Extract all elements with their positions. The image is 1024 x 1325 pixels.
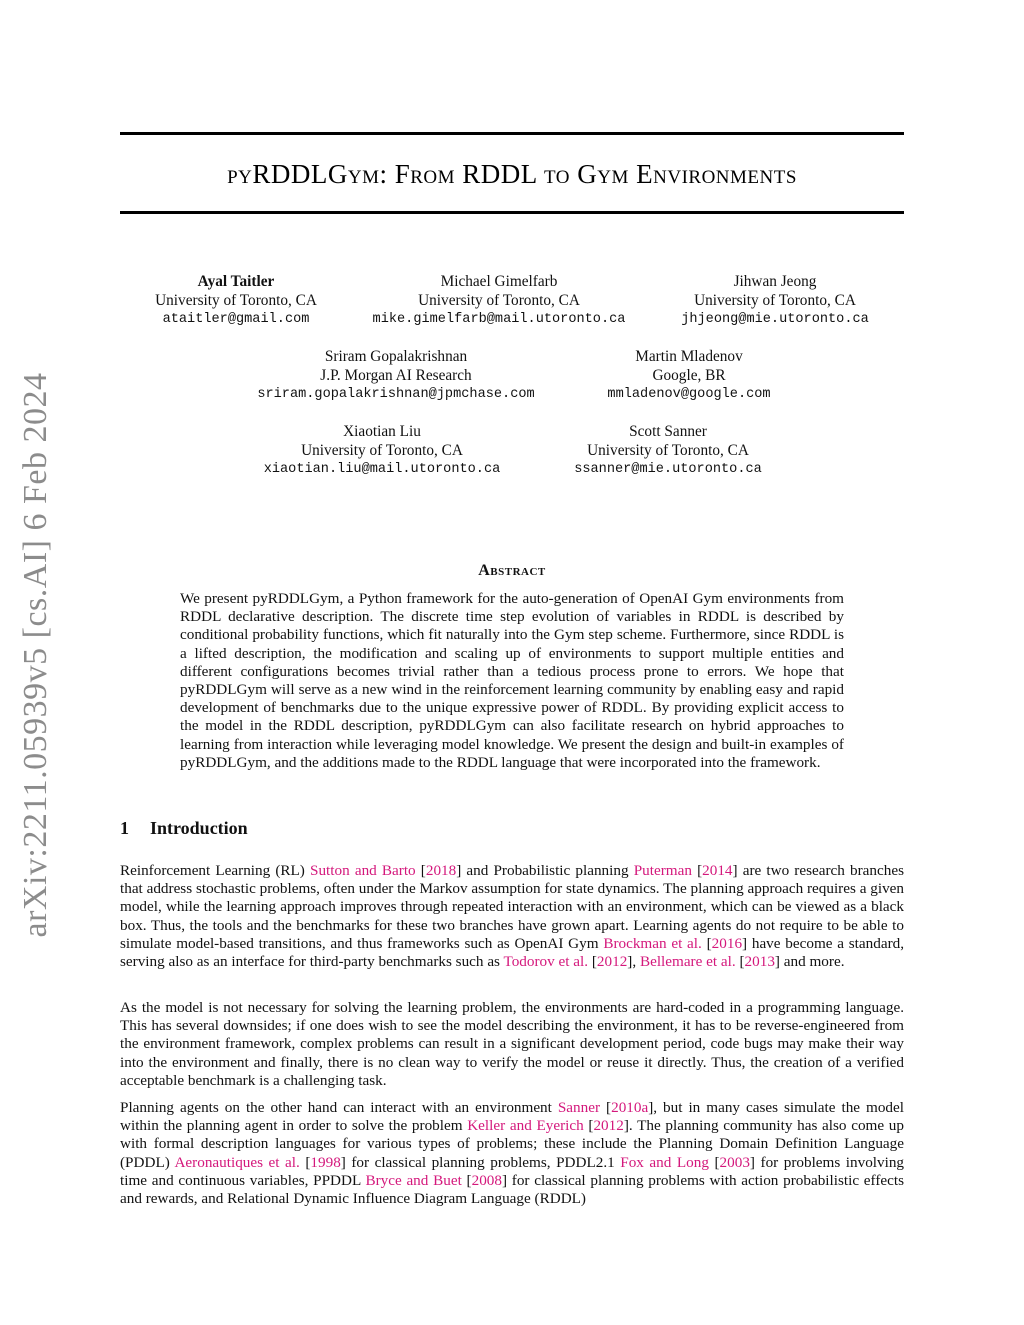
paragraph-text: [: [415, 862, 426, 879]
paragraph: [120, 862, 904, 971]
paragraph-text: Reinforcement Learning (RL): [120, 862, 311, 879]
citation-link[interactable]: Sanner: [557, 1099, 601, 1116]
paragraph-text: [: [461, 1171, 472, 1189]
author-name: Xiaotian Liu: [343, 423, 421, 440]
author-affiliation: Google, BR: [652, 367, 726, 384]
paragraph-text: [: [708, 1153, 720, 1171]
paragraph-text: ] for problems involving time and continuous variables, PPDDL: [120, 1153, 905, 1189]
author-name: Michael Gimelfarb: [440, 273, 558, 290]
paragraph-text: ], but in many cases simulate the model within the planning agent in order to solve the problem: [120, 1099, 904, 1135]
paragraph-text: [: [701, 934, 712, 952]
author-email[interactable]: ataitler@gmail.com: [162, 312, 310, 327]
citation-link[interactable]: 2008: [471, 1171, 502, 1189]
citation-link[interactable]: Puterman: [633, 862, 692, 879]
author-affiliation: University of Toronto, CA: [694, 292, 856, 309]
author-affiliation: University of Toronto, CA: [418, 292, 580, 309]
paragraph-text: [: [691, 862, 703, 879]
paragraph-text: ] are two research branches that address stochastic problems, often under the Markov assumption for state dynamics. The planning approach requires a given model, while the learning approach improves through repeated interaction with an environment, which can be viewed as a black box. Thus, the tools and the benchmarks for these two branches have grown apart. Learning agents do not require to be able to simulate model-based transitions, and thus frameworks such as OpenAI Gym: [120, 862, 904, 952]
abstract-heading: Abstract: [478, 562, 546, 579]
author-name: Scott Sanner: [629, 423, 707, 440]
author-block: [354, 272, 644, 329]
author-email[interactable]: jhjeong@mie.utoronto.ca: [681, 312, 869, 327]
author-affiliation: J.P. Morgan AI Research: [320, 367, 472, 384]
author-name: Jihwan Jeong: [733, 273, 817, 290]
author-block: [584, 347, 794, 404]
section-title: Introduction: [150, 818, 248, 838]
paragraph: [120, 1099, 904, 1208]
paragraph-text: ],: [627, 953, 640, 971]
paragraph-text: [: [299, 1153, 311, 1171]
paragraph-text: [: [588, 953, 597, 971]
author-affiliation: University of Toronto, CA: [155, 292, 317, 309]
citation-link[interactable]: 1998: [310, 1153, 341, 1171]
author-name: Sriram Gopalakrishnan: [324, 348, 468, 365]
citation-link[interactable]: 2013: [744, 953, 775, 971]
author-email[interactable]: sriram.gopalakrishnan@jpmchase.com: [257, 387, 535, 402]
citation-link[interactable]: 2010a: [611, 1099, 649, 1116]
author-name: Martin Mladenov: [635, 348, 743, 365]
citation-link[interactable]: 2014: [702, 862, 733, 879]
paragraph-text: ] and Probabilistic planning: [456, 862, 634, 879]
citation-link[interactable]: Fox and Long: [620, 1153, 709, 1171]
citation-link[interactable]: Todorov et al.: [503, 953, 589, 971]
abstract-text: We present pyRDDLGym, a Python framework for the auto-generation of OpenAI Gym environments from RDDL declarative description. The discrete time step evolution of variables in RDDL is described by conditional probability functions, which fit naturally into the Gym step scheme. Furthermore, since RDDL is a lifted description, the modification and scaling up of environments to support multiple entities and different configurations becomes trivial rather than a tedious process prone to errors. We hope that pyRDDLGym will serve as a new wind in the reinforcement learning community by enabling easy and rapid development of benchmarks due to the unique expressive power of RDDL. By providing explicit access to the model in the RDDL description, pyRDDLGym can also facilitate research on hybrid approaches to learning from interaction while leveraging model knowledge. We present the design and built-in examples of pyRDDLGym, and the additions made to the RDDL language that were incorporated into the framework.: [180, 590, 844, 771]
author-email[interactable]: mmladenov@google.com: [607, 387, 771, 402]
author-name: Ayal Taitler: [197, 273, 275, 290]
citation-link[interactable]: Aeronautiques et al.: [174, 1153, 300, 1171]
paragraph: [120, 999, 904, 1090]
paragraph-text: Planning agents on the other hand can interact with an environment: [120, 1099, 558, 1116]
paper-title: pyRDDLGym: From RDDL to Gym Environments: [227, 159, 797, 189]
paragraph-text: ] for classical planning problems, PDDL2.1: [340, 1153, 621, 1171]
citation-link[interactable]: Brockman et al.: [603, 934, 702, 952]
paragraph-text: [: [583, 1117, 594, 1135]
citation-link[interactable]: 2018: [425, 862, 457, 879]
paragraph-text: ] for classical planning problems with action probabilistic effects and rewards, and Relational Dynamic Influence Diagram Language (RDDL): [120, 1171, 904, 1208]
author-affiliation: University of Toronto, CA: [301, 442, 463, 459]
author-block: [136, 272, 336, 329]
paragraph-text: ]. The planning community has also come up with formal description languages for various types of problems; these include the Planning Domain Definition Language (PDDL): [120, 1117, 904, 1171]
author-block: [236, 347, 556, 404]
citation-link[interactable]: 2012: [596, 953, 628, 971]
citation-link[interactable]: 2012: [593, 1117, 624, 1135]
citation-link[interactable]: Bryce and Buet: [365, 1171, 462, 1189]
paragraph-text: ] and more.: [774, 953, 845, 971]
section-number: 1: [120, 818, 129, 838]
author-block: [560, 422, 776, 479]
author-block: [246, 422, 518, 479]
citation-link[interactable]: Sutton and Barto: [310, 862, 416, 879]
arxiv-id: arXiv:2211.05939v5 [cs.AI] 6 Feb 2024: [17, 372, 54, 938]
author-affiliation: University of Toronto, CA: [587, 442, 749, 459]
citation-link[interactable]: Keller and Eyerich: [467, 1117, 584, 1135]
section-heading: [120, 818, 248, 839]
citation-link[interactable]: 2016: [711, 934, 743, 952]
author-email[interactable]: mike.gimelfarb@mail.utoronto.ca: [372, 312, 626, 327]
title-rule-bottom: [120, 211, 904, 214]
author-email[interactable]: ssanner@mie.utoronto.ca: [574, 462, 762, 477]
paragraph-text: As the model is not necessary for solving the learning problem, the environments are hard-coded in a programming language. This has several downsides; if one does wish to see the model describing the environment, it has to be reverse-engineered from the environment framework, complex problems can result in a significant development period, code bugs may make their way into the environment and finally, there is no clean way to verify the model or reuse it directly. Thus, the creation of a verified acceptable benchmark is a challenging task.: [120, 999, 904, 1089]
paragraph-text: [: [735, 953, 745, 971]
citation-link[interactable]: 2003: [719, 1153, 750, 1171]
author-email[interactable]: xiaotian.liu@mail.utoronto.ca: [263, 462, 501, 477]
paragraph-text: [: [600, 1099, 612, 1116]
paragraph-text: ] have become a standard, serving also as an interface for third-party benchmarks such as: [120, 934, 905, 971]
citation-link[interactable]: Bellemare et al.: [639, 953, 736, 971]
title-rule-top: [120, 132, 904, 135]
author-block: [665, 272, 885, 329]
